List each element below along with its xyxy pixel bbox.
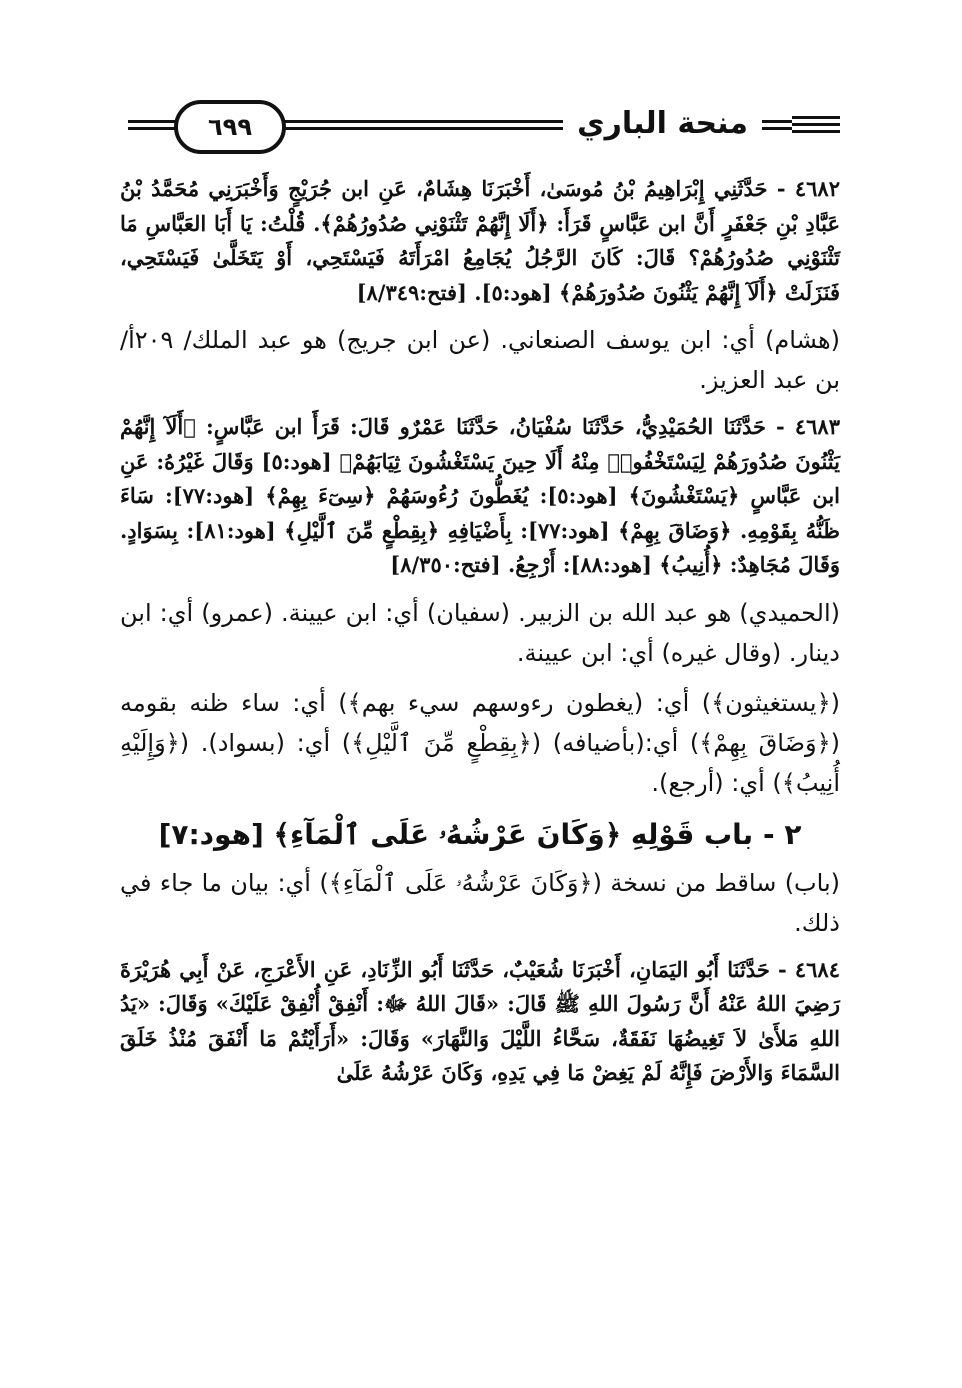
commentary-4682: (هشام) أي: ابن يوسف الصنعاني. (عن ابن جريج) هو عبد الملك/ ٢٠٩أ/ بن عبد العزيز. bbox=[120, 326, 840, 394]
chapter-heading: ٢ - باب قَوْلِهِ ﴿وَكَانَ عَرْشُهُۥ عَلَى ٱلْمَآءِ﴾ [هود:٧] bbox=[158, 817, 802, 851]
commentary-4683-glosses: (﴿يستغيثون﴾) أي: (يغطون رءوسهم سيء بهم﴾) أي: ساء ظنه بقومه (﴿وَضَاقَ بِهِمْ﴾) أي:(بأضيافه) (﴿بِقِطْعٍ مِّنَ ٱلَّيْلِ﴾) أي: (بسواد). (﴿وَإِلَيْهِ أُنِيبُ﴾) أي: (أرجع). bbox=[120, 688, 840, 797]
commentary-4683-narrators: (الحميدي) هو عبد الله بن الزبير. (سفيان) أي: ابن عيينة. (عمرو) أي: ابن دينار. (وقال غيره) أي: ابن عيينة. bbox=[120, 598, 840, 667]
page-number: ٦٩٩ bbox=[174, 100, 286, 154]
commentary-chapter: (باب) ساقط من نسخة (﴿وَكَانَ عَرْشُهُۥ عَلَى ٱلْمَآءِ﴾) أي: بيان ما جاء في ذلك. bbox=[120, 868, 840, 937]
book-title: منحة الباري bbox=[563, 100, 762, 148]
hadith-4684: ٤٦٨٤ - حَدَّثَنَا أَبُو اليَمَانِ، أَخْبَرَنَا شُعَيْبٌ، حَدَّثَنَا أَبُو الزِّنَادِ، عَنِ الأَعْرَجِ، عَنْ أَبِي هُرَيْرَةَ رَضِيَ اللهُ عَنْهُ أَنَّ رَسُولَ اللهِ ﷺ قَالَ: «قَالَ اللهُ ﷻ: أَنْفِقْ أُنْفِقْ عَلَيْكَ» وَقَالَ: «يَدُ اللهِ مَلأَىٰ لاَ تَغِيضُهَا نَفَقَةٌ، سَحَّاءُ اللَّيْلَ وَالنَّهَارَ» وَقَالَ: «أَرَأَيْتُمْ مَا أَنْفَقَ مُنْذُ خَلَقَ السَّمَاءَ وَالأَرْضَ فَإِنَّهُ لَمْ يَغِضْ مَا فِي يَدِهِ، وَكَانَ عَرْشُهُ عَلَىٰ bbox=[120, 956, 840, 1085]
page-header bbox=[128, 96, 840, 152]
header-ornament bbox=[792, 114, 840, 134]
hadith-4683: ٤٦٨٣ - حَدَّثَنَا الحُمَيْدِيُّ، حَدَّثَنَا سُفْيَانُ، حَدَّثَنَا عَمْرٌو قَالَ: قَرَأَ ابن عَبَّاسٍ: ﴿أَلَآ إِنَّهُمْ يَثْنُونَ صُدُورَهُمْ لِيَسْتَخْفُوا۟ مِنْهُ أَلَا حِينَ يَسْتَغْشُونَ ثِيَابَهُمْ﴾ [هود:٥] وَقَالَ غَيْرُهُ: عَنِ ابن عَبَّاسٍ ﴿يَسْتَغْشُونَ﴾ [هود:٥]: يُغَطُّونَ رُءُوسَهُمْ ﴿سِىٓءَ بِهِمْ﴾ [هود:٧٧]: سَاءَ ظَنُّهُ بِقَوْمِهِ. ﴿وَضَاقَ بِهِمْ﴾ [هود:٧٧]: بِأَضْيَافِهِ ﴿بِقِطْعٍ مِّنَ ٱلَّيْلِ﴾ [هود:٨١]: بِسَوَادٍ. وَقَالَ مُجَاهِدٌ: ﴿أُنِيبُ﴾ [هود:٨٨]: أَرْجِعُ. [فتح:٨/٣٥٠] bbox=[120, 414, 841, 577]
page-body bbox=[120, 172, 840, 1101]
hadith-4682: ٤٦٨٢ - حَدَّثَنِي إِبْرَاهِيمُ بْنُ مُوسَىٰ، أَخْبَرَنَا هِشَامٌ، عَنِ ابن جُرَيْجٍ وَأَخْبَرَنِي مُحَمَّدُ بْنُ عَبَّادِ بْنِ جَعْفَرٍ أَنَّ ابن عَبَّاسٍ قَرَأَ: ﴿أَلَا إِنَّهُمْ تَثْنَوْنِي صُدُورُهُمْ﴾. قُلْتُ: يَا أَبَا العَبَّاسِ مَا تَثْنَوْنِي صُدُورُهُمْ؟ قَالَ: كَانَ الرَّجُلُ يُجَامِعُ امْرَأَتَهُ فَيَسْتَحِي، أَوْ يَتَخَلَّىٰ فَيَسْتَحِي، فَنَزَلَتْ ﴿أَلَآ إِنَّهُمْ يَثْنُونَ صُدُورَهُمْ﴾ [هود:٥]. [فتح:٨/٣٤٩] bbox=[120, 176, 840, 305]
